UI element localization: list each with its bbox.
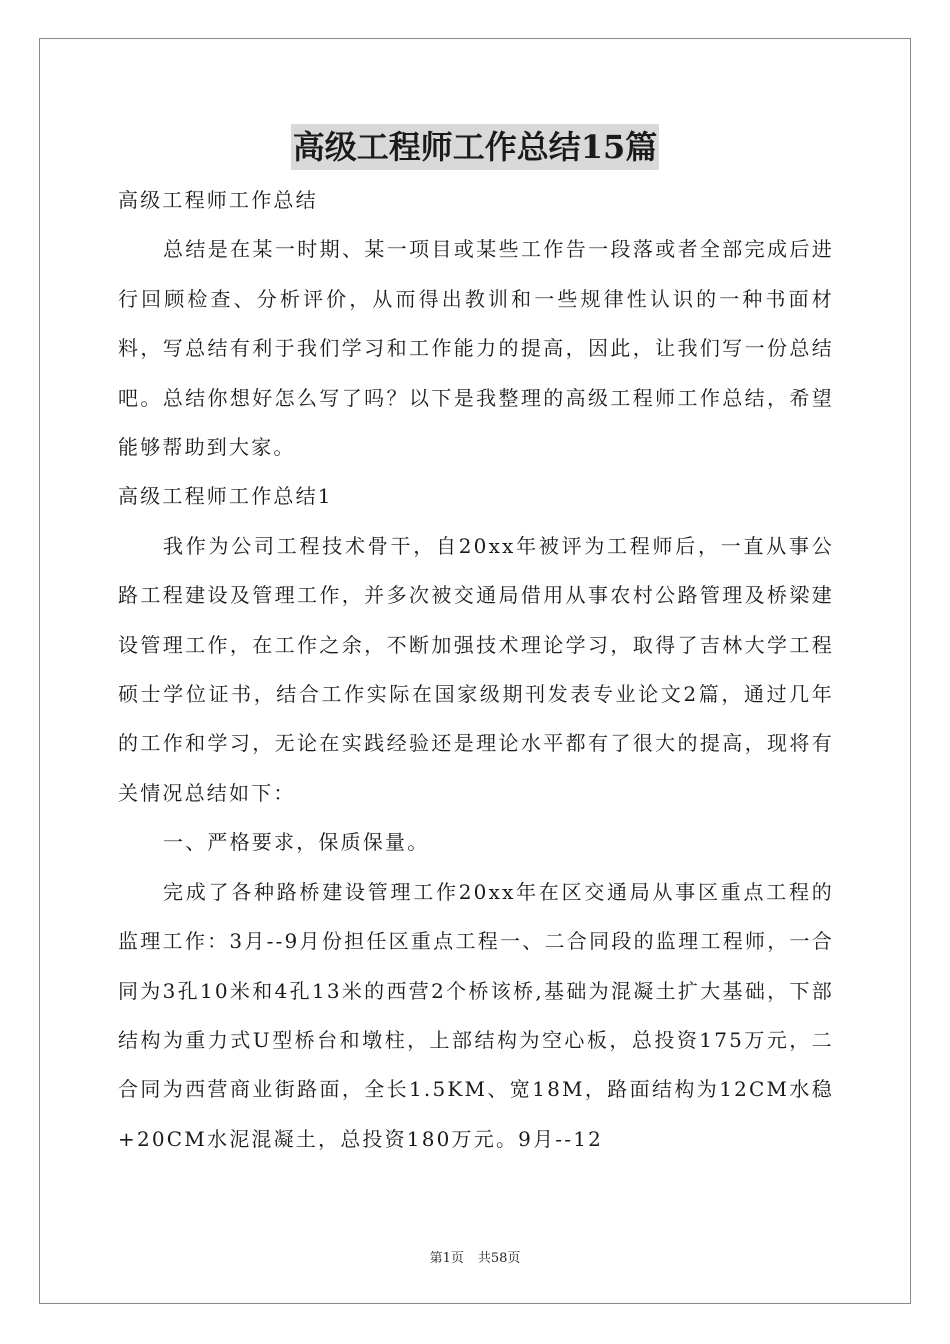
- body-paragraph: 我作为公司工程技术骨干，自20xx年被评为工程师后，一直从事公路工程建设及管理工作，并多次被交通局借用从事农村公路管理及桥梁建设管理工作，在工作之余，不断加强技术理论学习，取得了吉林大学工程硕士学位证书，结合工作实际在国家级期刊发表专业论文2篇，通过几年的工作和学习，无论在实践经验还是理论水平都有了很大的提高，现将有关情况总结如下：: [118, 533, 834, 805]
- document-title: 高级工程师工作总结15篇: [291, 124, 660, 170]
- section-heading: 高级工程师工作总结: [118, 188, 318, 212]
- total-pages: 共58页: [477, 1251, 521, 1266]
- document-body: [118, 176, 834, 1164]
- page-number: 第1页: [429, 1251, 464, 1266]
- body-paragraph: 完成了各种路桥建设管理工作20xx年在区交通局从事区重点工程的监理工作：3月--9月份担任区重点工程一、二合同段的监理工程师，一合同为3孔10米和4孔13米的西营2个桥该桥,基础为混凝土扩大基础，下部结构为重力式U型桥台和墩柱，上部结构为空心板，总投资175万元，二合同为西营商业街路面，全长1.5KM、宽18M，路面结构为12CM水稳+20CM水泥混凝土，总投资180万元。9月--12: [118, 879, 834, 1151]
- intro-paragraph: 总结是在某一时期、某一项目或某些工作告一段落或者全部完成后进行回顾检查、分析评价，从而得出教训和一些规律性认识的一种书面材料，写总结有利于我们学习和工作能力的提高，因此，让我们写一份总结吧。总结你想好怎么写了吗？以下是我整理的高级工程师工作总结，希望能够帮助到大家。: [118, 237, 834, 460]
- section-heading: 高级工程师工作总结1: [118, 484, 333, 509]
- subsection-heading: 一、严格要求，保质保量。: [163, 830, 430, 855]
- page-footer: [0, 1247, 950, 1266]
- title-container: [0, 124, 950, 170]
